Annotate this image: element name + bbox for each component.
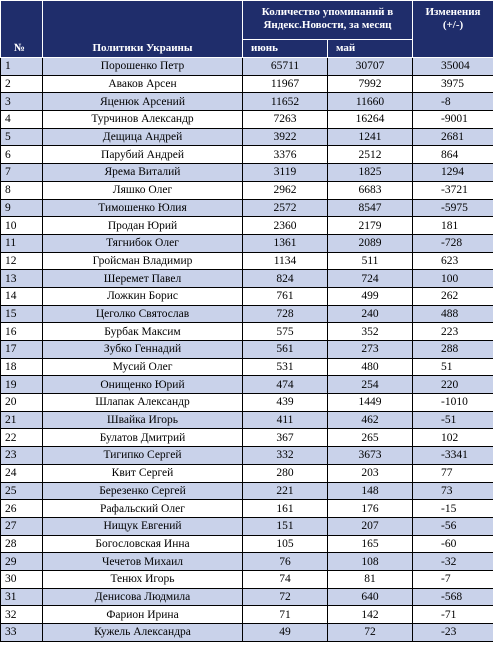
row-number: 30 (1, 570, 43, 588)
mentions-may: 254 (328, 376, 413, 394)
mentions-change: -3341 (413, 447, 493, 465)
mentions-may: 3673 (328, 447, 413, 465)
mentions-change: 73 (413, 482, 493, 500)
mentions-may: 7992 (328, 75, 413, 93)
mentions-change: -15 (413, 500, 493, 518)
mentions-change: -568 (413, 588, 493, 606)
header-june: июнь (243, 40, 328, 58)
mentions-june: 728 (243, 305, 328, 323)
mentions-june: 65711 (243, 58, 328, 76)
row-number: 4 (1, 111, 43, 129)
mentions-change: -23 (413, 624, 493, 642)
mentions-change: 262 (413, 287, 493, 305)
table-row (1, 181, 493, 199)
mentions-change: 102 (413, 429, 493, 447)
mentions-change: -5975 (413, 199, 493, 217)
politician-name: Шеремет Павел (43, 270, 243, 288)
row-number: 5 (1, 128, 43, 146)
row-number: 27 (1, 517, 43, 535)
politician-name: Ярема Виталий (43, 164, 243, 182)
mentions-change: -728 (413, 234, 493, 252)
mentions-june: 561 (243, 341, 328, 359)
mentions-may: 2089 (328, 234, 413, 252)
row-number: 19 (1, 376, 43, 394)
table-row (1, 217, 493, 235)
row-number: 28 (1, 535, 43, 553)
mentions-june: 411 (243, 411, 328, 429)
mentions-june: 280 (243, 464, 328, 482)
mentions-may: 72 (328, 624, 413, 642)
table-row (1, 535, 493, 553)
mentions-change: 288 (413, 341, 493, 359)
table-row (1, 199, 493, 217)
mentions-may: 207 (328, 517, 413, 535)
mentions-change: -3721 (413, 181, 493, 199)
mentions-june: 1361 (243, 234, 328, 252)
politician-name: Кужель Александра (43, 624, 243, 642)
politician-name: Квит Сергей (43, 464, 243, 482)
mentions-june: 76 (243, 553, 328, 571)
mentions-may: 499 (328, 287, 413, 305)
mentions-may: 108 (328, 553, 413, 571)
politician-name: Денисова Людмила (43, 588, 243, 606)
mentions-june: 531 (243, 358, 328, 376)
mentions-june: 2962 (243, 181, 328, 199)
politician-name: Березенко Сергей (43, 482, 243, 500)
mentions-may: 265 (328, 429, 413, 447)
mentions-change: -32 (413, 553, 493, 571)
header-may: май (328, 40, 413, 58)
table-row (1, 376, 493, 394)
mentions-may: 142 (328, 606, 413, 624)
mentions-may: 165 (328, 535, 413, 553)
mentions-june: 7263 (243, 111, 328, 129)
mentions-may: 2512 (328, 146, 413, 164)
mentions-june: 575 (243, 323, 328, 341)
mentions-may: 81 (328, 570, 413, 588)
table-row (1, 394, 493, 412)
table-row (1, 411, 493, 429)
mentions-may: 30707 (328, 58, 413, 76)
mentions-change: -71 (413, 606, 493, 624)
politician-name: Мусий Олег (43, 358, 243, 376)
table-row (1, 270, 493, 288)
mentions-june: 72 (243, 588, 328, 606)
mentions-change: 77 (413, 464, 493, 482)
mentions-change: 2681 (413, 128, 493, 146)
row-number: 32 (1, 606, 43, 624)
mentions-change: -56 (413, 517, 493, 535)
politician-name: Продан Юрий (43, 217, 243, 235)
table-row (1, 606, 493, 624)
mentions-change: 488 (413, 305, 493, 323)
mentions-may: 462 (328, 411, 413, 429)
politician-name: Цеголко Святослав (43, 305, 243, 323)
mentions-change: -9001 (413, 111, 493, 129)
mentions-change: 35004 (413, 58, 493, 76)
mentions-june: 1134 (243, 252, 328, 270)
mentions-change: 3975 (413, 75, 493, 93)
mentions-june: 71 (243, 606, 328, 624)
politician-name: Зубко Геннадий (43, 341, 243, 359)
mentions-june: 439 (243, 394, 328, 412)
mentions-change: 864 (413, 146, 493, 164)
table-row (1, 517, 493, 535)
row-number: 29 (1, 553, 43, 571)
mentions-change: 51 (413, 358, 493, 376)
table-row (1, 234, 493, 252)
mentions-change: -7 (413, 570, 493, 588)
mentions-change: -51 (413, 411, 493, 429)
table-row (1, 464, 493, 482)
header-mentions: Количество упоминаний в Яндекс.Новости, за месяц (243, 1, 413, 40)
table-row (1, 500, 493, 518)
politician-name: Шлапак Александр (43, 394, 243, 412)
table-row (1, 447, 493, 465)
mentions-june: 74 (243, 570, 328, 588)
politician-name: Турчинов Александр (43, 111, 243, 129)
politician-name: Ложкин Борис (43, 287, 243, 305)
mentions-june: 3922 (243, 128, 328, 146)
politician-name: Рафальский Олег (43, 500, 243, 518)
row-number: 1 (1, 58, 43, 76)
politician-name: Тимошенко Юлия (43, 199, 243, 217)
table-row (1, 93, 493, 111)
mentions-may: 2179 (328, 217, 413, 235)
politician-name: Порошенко Петр (43, 58, 243, 76)
politician-name: Фарион Ирина (43, 606, 243, 624)
mentions-may: 352 (328, 323, 413, 341)
mentions-change: -1010 (413, 394, 493, 412)
row-number: 25 (1, 482, 43, 500)
politician-name: Гройсман Владимир (43, 252, 243, 270)
mentions-may: 203 (328, 464, 413, 482)
table-row (1, 341, 493, 359)
row-number: 3 (1, 93, 43, 111)
mentions-june: 11652 (243, 93, 328, 111)
politician-name: Богословская Инна (43, 535, 243, 553)
politician-name: Дещица Андрей (43, 128, 243, 146)
politician-name: Онищенко Юрий (43, 376, 243, 394)
table-row (1, 128, 493, 146)
mentions-may: 148 (328, 482, 413, 500)
mentions-may: 240 (328, 305, 413, 323)
mentions-june: 105 (243, 535, 328, 553)
politician-name: Тенюх Игорь (43, 570, 243, 588)
mentions-may: 6683 (328, 181, 413, 199)
mentions-june: 332 (243, 447, 328, 465)
table-row (1, 624, 493, 642)
mentions-june: 367 (243, 429, 328, 447)
table-row (1, 429, 493, 447)
row-number: 15 (1, 305, 43, 323)
mentions-may: 1241 (328, 128, 413, 146)
header-num: № (1, 1, 43, 58)
mentions-june: 3376 (243, 146, 328, 164)
row-number: 13 (1, 270, 43, 288)
header-change: Изменения (+/-) (413, 1, 493, 58)
mentions-may: 16264 (328, 111, 413, 129)
row-number: 2 (1, 75, 43, 93)
row-number: 21 (1, 411, 43, 429)
mentions-may: 1825 (328, 164, 413, 182)
mentions-change: 223 (413, 323, 493, 341)
mentions-june: 824 (243, 270, 328, 288)
mentions-may: 640 (328, 588, 413, 606)
table-row (1, 553, 493, 571)
mentions-may: 724 (328, 270, 413, 288)
mentions-may: 11660 (328, 93, 413, 111)
politician-name: Аваков Арсен (43, 75, 243, 93)
mentions-change: 100 (413, 270, 493, 288)
mentions-change: -8 (413, 93, 493, 111)
mentions-change: 220 (413, 376, 493, 394)
politician-name: Бурбак Максим (43, 323, 243, 341)
mentions-june: 151 (243, 517, 328, 535)
row-number: 33 (1, 624, 43, 642)
table-row (1, 164, 493, 182)
table-body (1, 58, 493, 642)
row-number: 24 (1, 464, 43, 482)
table-row (1, 75, 493, 93)
row-number: 14 (1, 287, 43, 305)
row-number: 10 (1, 217, 43, 235)
mentions-change: -60 (413, 535, 493, 553)
row-number: 22 (1, 429, 43, 447)
mentions-june: 49 (243, 624, 328, 642)
table-row (1, 358, 493, 376)
mentions-may: 273 (328, 341, 413, 359)
row-number: 16 (1, 323, 43, 341)
table-row (1, 111, 493, 129)
mentions-june: 11967 (243, 75, 328, 93)
mentions-june: 474 (243, 376, 328, 394)
table-row (1, 287, 493, 305)
table-row (1, 482, 493, 500)
mentions-june: 3119 (243, 164, 328, 182)
mentions-change: 181 (413, 217, 493, 235)
table-header (1, 1, 493, 58)
table-row (1, 58, 493, 76)
row-number: 6 (1, 146, 43, 164)
row-number: 17 (1, 341, 43, 359)
row-number: 20 (1, 394, 43, 412)
mentions-may: 8547 (328, 199, 413, 217)
table-row (1, 323, 493, 341)
mentions-june: 221 (243, 482, 328, 500)
politician-name: Яценюк Арсений (43, 93, 243, 111)
politician-name: Булатов Дмитрий (43, 429, 243, 447)
row-number: 23 (1, 447, 43, 465)
politician-name: Чечетов Михаил (43, 553, 243, 571)
row-number: 12 (1, 252, 43, 270)
row-number: 9 (1, 199, 43, 217)
mentions-may: 176 (328, 500, 413, 518)
row-number: 8 (1, 181, 43, 199)
row-number: 11 (1, 234, 43, 252)
row-number: 18 (1, 358, 43, 376)
mentions-june: 761 (243, 287, 328, 305)
politician-name: Нищук Евгений (43, 517, 243, 535)
mentions-june: 2360 (243, 217, 328, 235)
politician-name: Швайка Игорь (43, 411, 243, 429)
politician-name: Тягнибок Олег (43, 234, 243, 252)
table-row (1, 570, 493, 588)
table-row (1, 588, 493, 606)
politician-name: Тигипко Сергей (43, 447, 243, 465)
politician-name: Ляшко Олег (43, 181, 243, 199)
row-number: 26 (1, 500, 43, 518)
header-name: Политики Украины (43, 1, 243, 58)
politician-name: Парубий Андрей (43, 146, 243, 164)
mentions-may: 511 (328, 252, 413, 270)
mentions-may: 1449 (328, 394, 413, 412)
row-number: 31 (1, 588, 43, 606)
table-row (1, 146, 493, 164)
table-row (1, 252, 493, 270)
mentions-may: 480 (328, 358, 413, 376)
row-number: 7 (1, 164, 43, 182)
mentions-change: 1294 (413, 164, 493, 182)
mentions-june: 2572 (243, 199, 328, 217)
mentions-june: 161 (243, 500, 328, 518)
mentions-change: 623 (413, 252, 493, 270)
table-row (1, 305, 493, 323)
